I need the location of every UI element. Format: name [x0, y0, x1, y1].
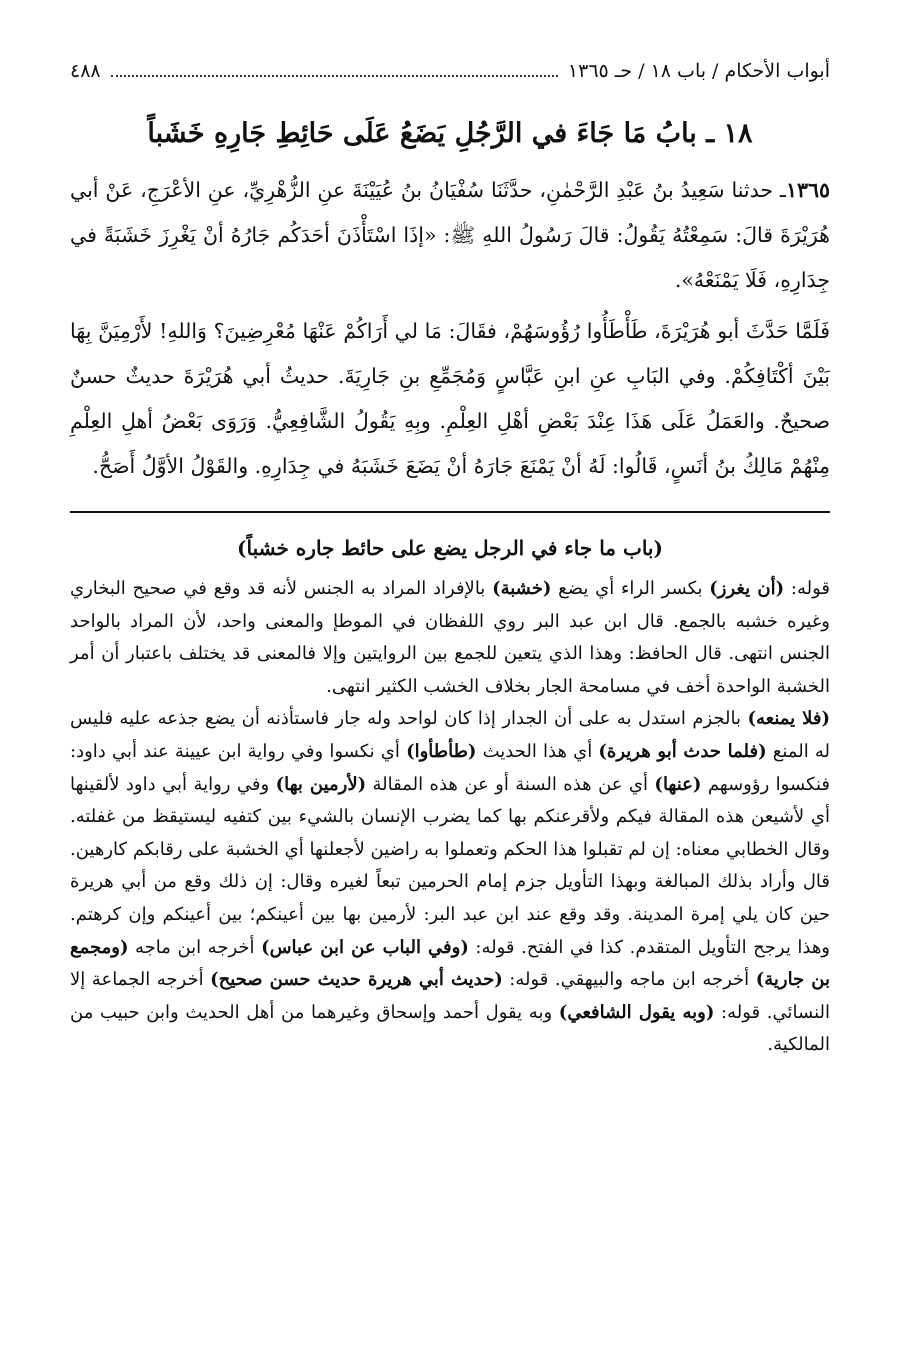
dotted-leader	[111, 74, 558, 77]
hadith-isnad-matn: ـ حدثنا سَعِيدُ بنُ عَبْدِ الرَّحْمٰنِ، حدَّثَنَا سُفْيَانُ بنُ عُيَيْنَةَ عنِ الزُّهْرِيِّ، عنِ الأعْرَجِ، عَنْ أبي هُرَيْرَةَ قالَ: سَمِعْتُهُ يَقُولُ: قالَ رَسُولُ اللهِ ﷺ: «إذَا اسْتَأْذَنَ أحَدَكُم جَارُهُ أنْ يَغْرِزَ خَشَبَةً في جِدَارِهِ، فَلَا يَمْنَعْهُ».	[70, 178, 830, 292]
commentary-paragraph-1: قوله: (أن يغرز) بكسر الراء أي يضع (خشبة) بالإفراد المراد به الجنس لأنه قد وقع في صحيح البخاري وغيره خشبه بالجمع. قال ابن عبد البر روي اللفظان في الموطإ والمعنى واحد، لأن المراد بالواحد الجنس انتهى. قال الحافظ: وهذا الذي يتعين للجمع بين الروايتين وإلا فالمعنى قد يختلف باعتبار أن أمر الخشبة الواحدة أخف في مسامحة الجار بخلاف الخشب الكثير انتهى.	[70, 578, 831, 697]
page-number: ٤٨٨	[70, 60, 101, 82]
hadith-paragraph-1	[70, 168, 830, 303]
footnote-divider	[70, 511, 830, 513]
running-header	[70, 60, 830, 100]
commentary-paragraph-2: (فلا يمنعه) بالجزم استدل به على أن الجدار إذا كان لواحد وله جار فاستأذنه أن يضع جذعه عليه فليس له المنع (فلما حدث أبو هريرة) أي هذا الحديث (طأطأوا) أي نكسوا وفي رواية ابن عيينة عند أبي داود: فنكسوا رؤوسهم (عنها) أي عن هذه السنة أو عن هذه المقالة (لأرمين بها) وفي رواية أبي داود لألقينها أي لأشيعن هذه المقالة فيكم ولأقرعنكم بها كما يضرب الإنسان بالشيء بين كتفيه ليستيقظ من غفلته. وقال الخطابي معناه: إن لم تقبلوا هذا الحكم وتعملوا به راضين لأجعلنها أي الخشبة على رقابكم كارهين. قال وأراد بذلك المبالغة وبهذا التأويل جزم إمام الحرمين تبعاً لغيره وقال: إن ذلك وقع من أبي هريرة حين كان يلي إمرة المدينة. وقد وقع عند ابن عبد البر: لأرمين بها بين أعينكم؛ بين أعينكم وإن كرهتم. وهذا يرجح التأويل المتقدم. كذا في الفتح. قوله: (وفي الباب عن ابن عباس) أخرجه ابن ماجه (ومجمع بن جارية) أخرجه ابن ماجه والبيهقي. قوله: (حديث أبي هريرة حديث حسن صحيح) أخرجه الجماعة إلا النسائي. قوله: (وبه يقول الشافعي) وبه يقول أحمد وإسحاق وغيرهما من أهل الحديث وابن حبيب من المالكية.	[70, 708, 831, 1056]
commentary-text	[70, 573, 830, 1062]
chapter-title: ١٨ ـ بابُ مَا جَاءَ في الرَّجُلِ يَضَعُ عَلَى حَائِطِ جَارِهِ خَشَباً	[147, 118, 753, 149]
hadith-text	[70, 168, 830, 489]
commentary-title: (باب ما جاء في الرجل يضع على حائط جاره خشباً)	[237, 536, 663, 560]
hadith-number: ١٣٦٥	[785, 178, 830, 202]
book-page	[70, 60, 830, 1062]
running-title: أبواب الأحكام / باب ١٨ / حـ ١٣٦٥	[567, 60, 830, 82]
hadith-paragraph-2: فَلَمَّا حَدَّثَ أبو هُرَيْرَةَ، طَأْطَأُوا رُؤُوسَهُمْ، فقَالَ: مَا لي أَرَاكُمْ عَنْهَا مُعْرِضِينَ؟ وَاللهِ! لأَرْمِيَنَّ بِهَا بَيْنَ أكْتَافِكُمْ. وفي البَابِ عنِ ابنِ عَبَّاسٍ وَمُجَمِّعِ بنِ جَارِيَةَ. حديثُ أبي هُرَيْرَةَ حديثٌ حسنٌ صحيحٌ. والعَمَلُ عَلَى هَذَا عِنْدَ بَعْضِ أهْلِ العِلْمِ. وبِهِ يَقُولُ الشَّافِعِيُّ. وَرَوَى بَعْضُ أهلِ العِلْمِ مِنْهُمْ مَالِكُ بنُ أنَسٍ، قَالُوا: لَهُ أنْ يَمْنَعَ جَارَهُ أنْ يَضَعَ خَشَبَهُ في جِدَارِهِ. والقَوْلُ الأوَّلُ أَصَحُّ.	[70, 319, 830, 478]
